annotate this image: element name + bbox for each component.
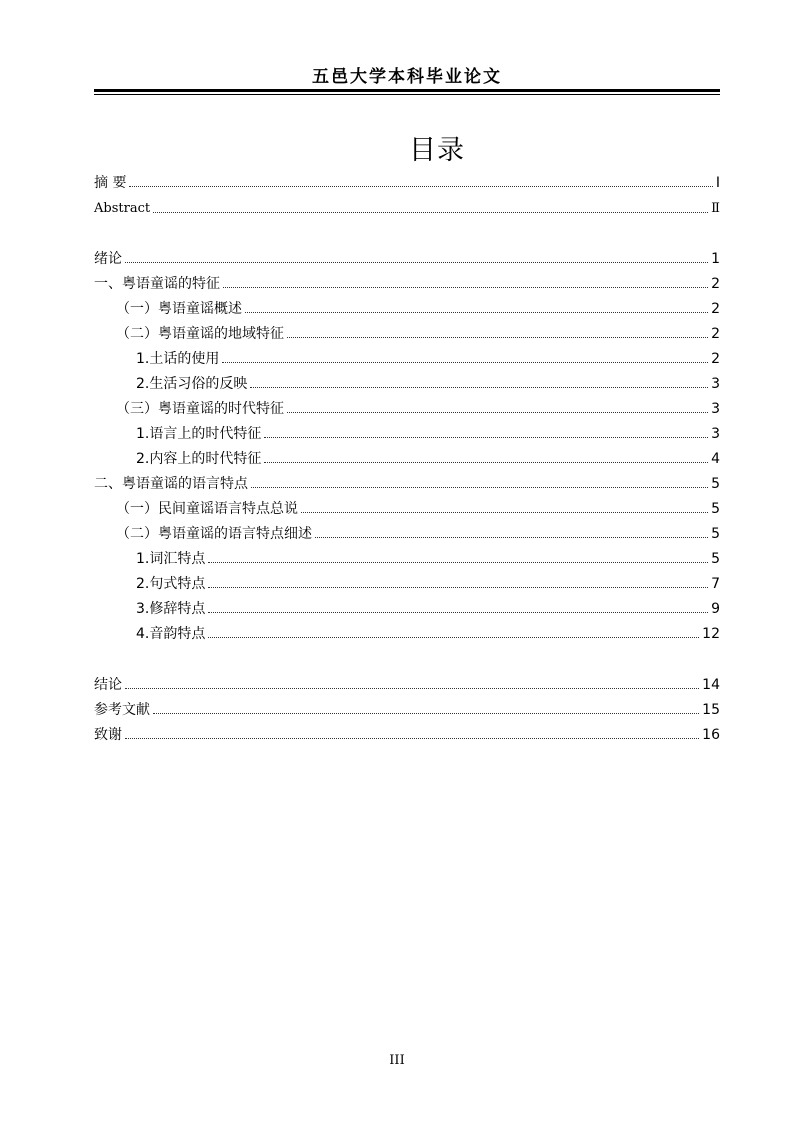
toc-entry-label: （一）粤语童谣概述 (116, 301, 242, 317)
toc-entry-label: 3.修辞特点 (136, 601, 206, 617)
toc-entry-page: 1 (711, 251, 720, 267)
toc-leader-dots (245, 312, 708, 313)
toc-leader-dots (315, 537, 708, 538)
toc-entry-page: 3 (711, 426, 720, 442)
toc-entry-label: 1.词汇特点 (136, 551, 206, 567)
toc-entry-page: 15 (702, 702, 720, 718)
toc-entry-label: （二）粤语童谣的语言特点细述 (116, 526, 312, 542)
toc-entry[interactable] (94, 697, 720, 719)
toc-entry-page: 7 (711, 576, 720, 592)
toc-entry[interactable] (136, 446, 720, 468)
toc-entry[interactable] (94, 722, 720, 744)
toc-entry[interactable] (136, 546, 720, 568)
toc-entry[interactable] (136, 621, 720, 643)
toc-entry[interactable] (94, 170, 720, 192)
toc-entry[interactable] (94, 672, 720, 694)
toc-leader-dots (301, 512, 708, 513)
toc-entry[interactable] (116, 296, 720, 318)
toc-entry-label: Abstract (94, 201, 151, 216)
toc-entry[interactable] (136, 571, 720, 593)
toc-entry[interactable] (136, 596, 720, 618)
page-number: III (389, 1053, 405, 1068)
toc-leader-dots (208, 587, 708, 588)
toc-entry-label: （二）粤语童谣的地域特征 (116, 326, 284, 342)
toc-leader-dots (129, 186, 712, 187)
toc-leader-dots (125, 738, 699, 739)
toc-entry-label: 摘 要 (94, 175, 127, 191)
toc-entry[interactable] (94, 246, 720, 268)
toc-entry-page: 3 (711, 401, 720, 417)
toc-leader-dots (208, 637, 699, 638)
toc-entry[interactable] (136, 371, 720, 393)
toc-entry-page: 5 (711, 526, 720, 542)
toc-entry-page: 4 (711, 451, 720, 467)
toc-entry-label: （一）民间童谣语言特点总说 (116, 501, 298, 517)
toc-leader-dots (208, 612, 708, 613)
toc-entry[interactable] (116, 321, 720, 343)
toc-leader-dots (153, 212, 708, 213)
toc-entry[interactable] (94, 471, 720, 493)
toc-leader-dots (287, 337, 708, 338)
toc-entry[interactable] (94, 196, 720, 218)
toc-leader-dots (250, 387, 708, 388)
toc-entry-label: 4.音韵特点 (136, 626, 206, 642)
toc-entry-label: 2.句式特点 (136, 576, 206, 592)
toc-entry-label: （三）粤语童谣的时代特征 (116, 401, 284, 417)
header-rule-thin (94, 94, 720, 95)
toc-entry[interactable] (136, 346, 720, 368)
toc-leader-dots (264, 462, 708, 463)
toc-entry-page: 9 (711, 601, 720, 617)
toc-leader-dots (251, 487, 708, 488)
toc-entry-label: 参考文献 (94, 702, 150, 718)
toc-entry-page: 3 (711, 376, 720, 392)
toc-entry-label: 致谢 (94, 727, 122, 743)
toc-leader-dots (125, 262, 708, 263)
toc-leader-dots (264, 437, 708, 438)
toc-leader-dots (208, 562, 708, 563)
toc-leader-dots (125, 688, 699, 689)
toc-entry-label: 2.生活习俗的反映 (136, 376, 248, 392)
toc-entry[interactable] (116, 496, 720, 518)
toc-entry-page: 5 (711, 551, 720, 567)
toc-entry-label: 2.内容上的时代特征 (136, 451, 262, 467)
toc-entry-page: 12 (702, 626, 720, 642)
toc-leader-dots (153, 713, 699, 714)
toc-entry-label: 结论 (94, 677, 122, 693)
toc-entry[interactable] (136, 421, 720, 443)
toc-entry-label: 1.语言上的时代特征 (136, 426, 262, 442)
toc-entry-page: 2 (711, 276, 720, 292)
toc-entry-label: 一、粤语童谣的特征 (94, 276, 220, 292)
toc-entry-label: 绪论 (94, 251, 122, 267)
toc-entry-page: 16 (702, 727, 720, 743)
toc-leader-dots (222, 362, 708, 363)
page-header-title: 五邑大学本科毕业论文 (312, 67, 502, 87)
toc-entry-page: Ⅱ (711, 201, 720, 216)
toc-entry-page: 2 (711, 351, 720, 367)
toc-entry-page: 5 (711, 476, 720, 492)
header-rule-thick (94, 89, 720, 92)
toc-entry-page: 14 (702, 677, 720, 693)
toc-leader-dots (287, 412, 708, 413)
toc-leader-dots (223, 287, 708, 288)
toc-entry-label: 二、粤语童谣的语言特点 (94, 476, 248, 492)
toc-entry-page: 2 (711, 301, 720, 317)
toc-entry-page: 5 (711, 501, 720, 517)
toc-entry[interactable] (94, 271, 720, 293)
toc-entry-label: 1.土话的使用 (136, 351, 220, 367)
toc-entry-page: 2 (711, 326, 720, 342)
toc-entry[interactable] (116, 396, 720, 418)
toc-entry[interactable] (116, 521, 720, 543)
toc-title: 目录 (409, 135, 465, 166)
toc-entry-page: I (715, 175, 720, 191)
